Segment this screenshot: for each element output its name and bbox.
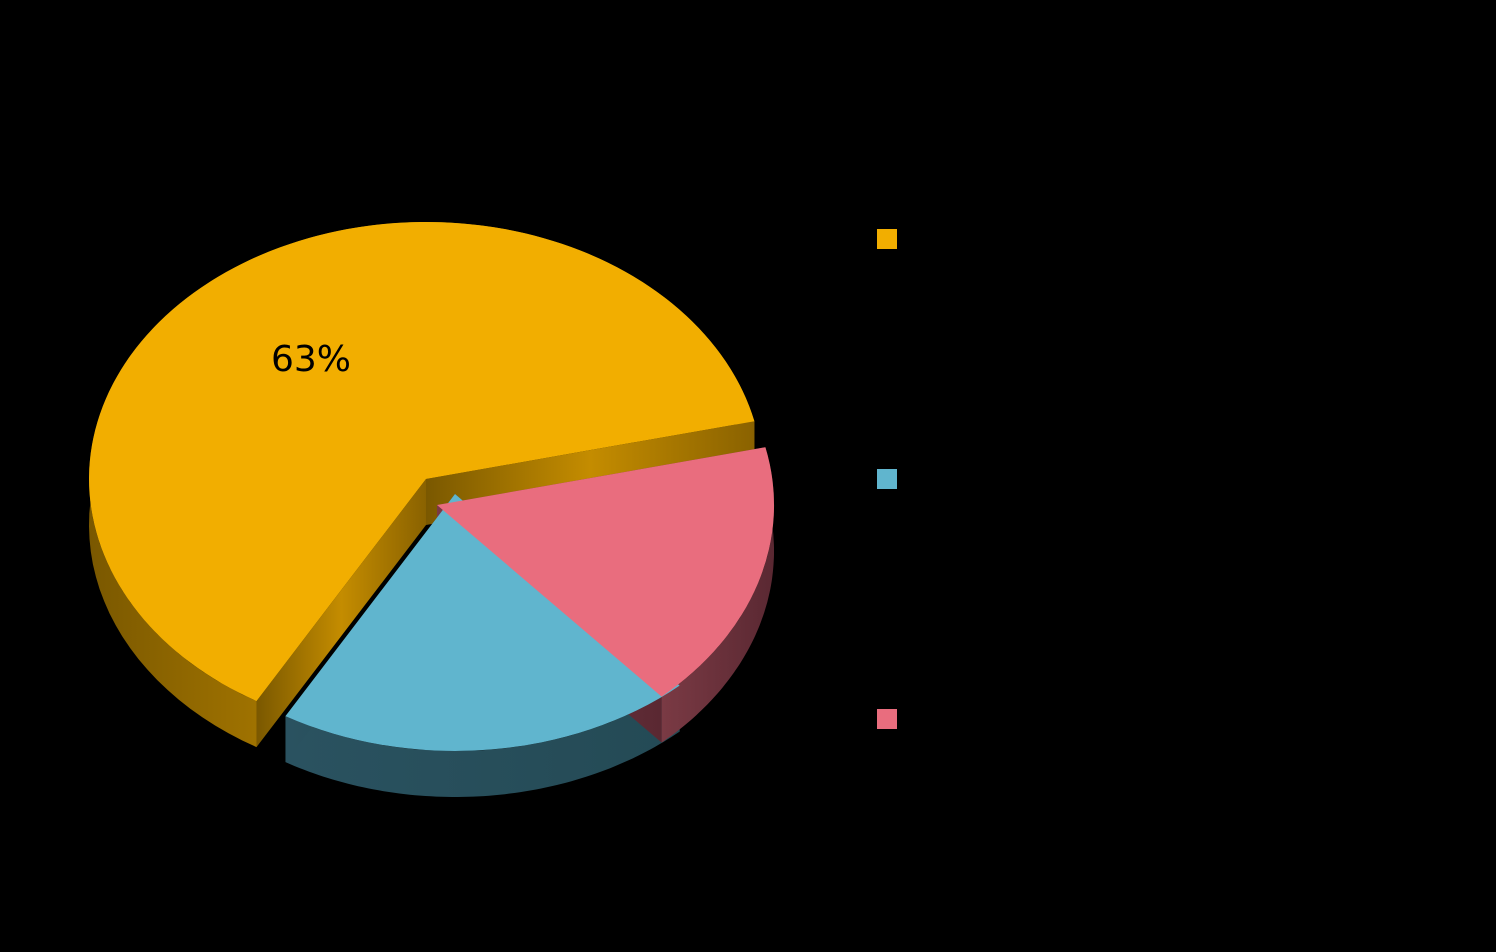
legend-swatch: [877, 469, 897, 489]
legend-item: [877, 709, 1177, 731]
legend-swatch: [877, 709, 897, 729]
legend-item: [877, 229, 1177, 251]
legend-swatch: [877, 229, 897, 249]
legend-item: [877, 469, 1177, 491]
pie-data-label: 63%: [270, 339, 352, 380]
